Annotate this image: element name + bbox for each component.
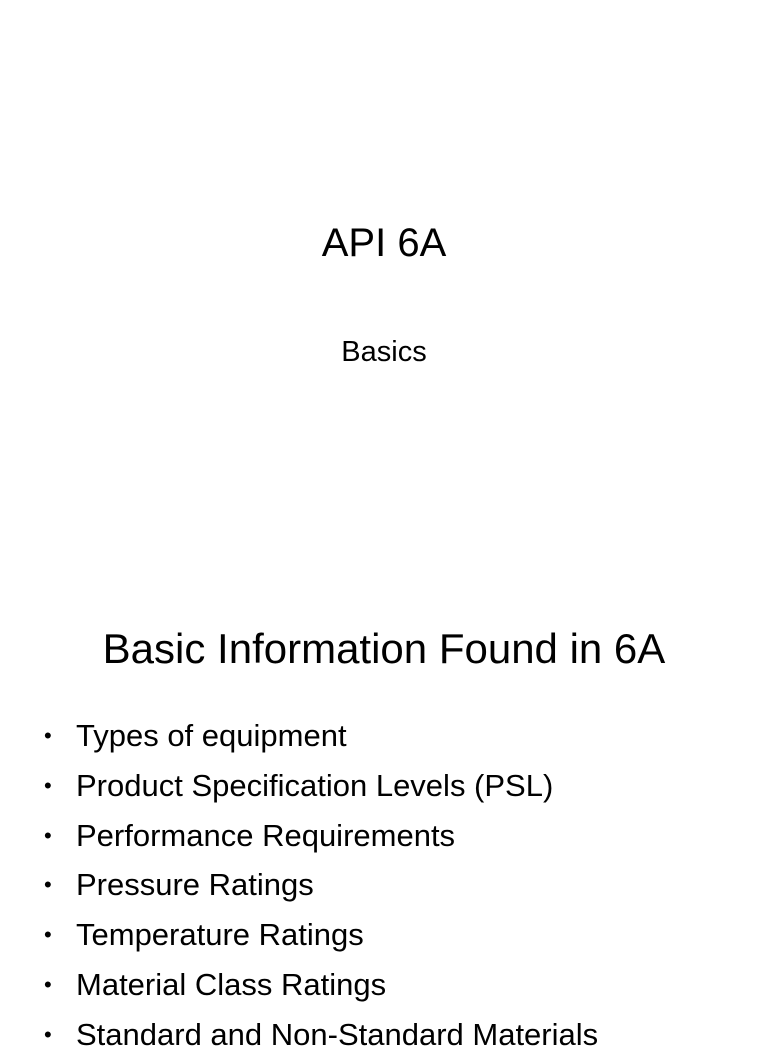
bullet-icon: • <box>44 971 52 997</box>
bullet-text: Material Class Ratings <box>76 966 387 1002</box>
slide-title: API 6A <box>321 221 447 265</box>
bullet-icon: • <box>44 872 52 898</box>
slide-title: Basic Information Found in 6A <box>102 625 666 672</box>
bullet-text: Types of equipment <box>76 718 347 753</box>
bullet-icon: • <box>44 922 52 948</box>
slide-subtitle: Basics <box>341 336 427 368</box>
bullet-text: Performance Requirements <box>76 817 456 853</box>
content-slide <box>0 576 768 1052</box>
bullet-icon: • <box>44 723 52 748</box>
bullet-icon: • <box>44 822 52 848</box>
bullet-icon: • <box>44 772 52 798</box>
bullet-icon: • <box>44 1021 52 1047</box>
bullet-text: Product Specification Levels (PSL) <box>76 767 554 803</box>
bullet-text: Temperature Ratings <box>76 917 364 953</box>
bullet-text: Standard and Non-Standard Materials <box>76 1016 599 1052</box>
bullet-text: Pressure Ratings <box>76 867 314 903</box>
